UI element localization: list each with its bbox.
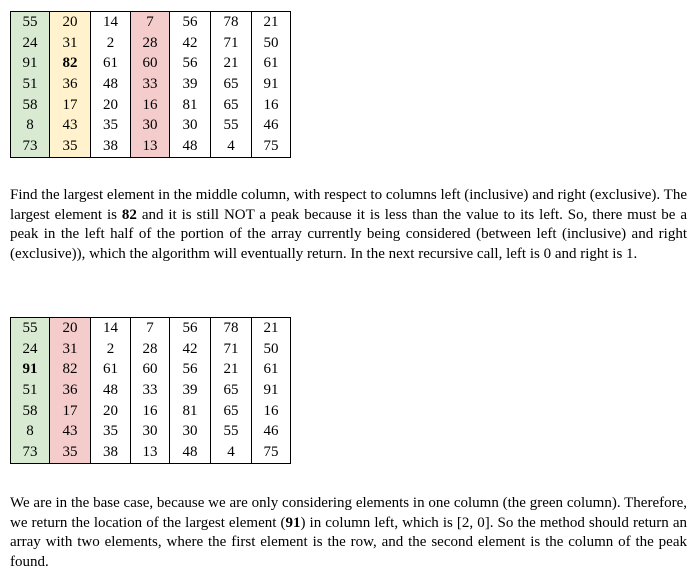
table-cell: 28	[131, 339, 170, 360]
table-cell: 48	[91, 380, 131, 401]
table-cell: 46	[252, 115, 291, 136]
table-cell: 24	[11, 339, 50, 360]
table-cell: 21	[211, 53, 252, 74]
table-cell: 73	[11, 442, 50, 463]
paragraph-text: We are in the base case, because we are only considering elements in one column (the green column). Therefore, we return the location of the largest element (	[10, 495, 687, 531]
peak-table-step-1	[10, 11, 291, 158]
table-cell: 28	[131, 33, 170, 54]
table-row	[11, 53, 291, 74]
table-cell: 35	[50, 442, 91, 463]
explanation-paragraph-1	[10, 186, 687, 264]
table-cell: 24	[11, 33, 50, 54]
table-row	[11, 380, 291, 401]
table-cell: 78	[211, 12, 252, 33]
table-cell: 50	[252, 339, 291, 360]
table-cell: 55	[11, 12, 50, 33]
table-cell: 60	[131, 359, 170, 380]
table-cell: 48	[170, 136, 211, 157]
table-cell: 56	[170, 318, 211, 339]
table-cell: 71	[211, 33, 252, 54]
paragraph-text: and it is still NOT a peak because it is less than the value to its left. So, there must be a peak in the left half of the portion of the array currently being considered (between left (inclusive) and right (exclusive)), which the algorithm will eventually return. In the next recursive call, left is 0 and right is 1.	[10, 206, 687, 262]
highlighted-value: 91	[285, 514, 301, 531]
table-cell: 61	[252, 359, 291, 380]
table-cell: 71	[211, 339, 252, 360]
table-cell: 35	[91, 115, 131, 136]
table-cell: 14	[91, 318, 131, 339]
table-cell: 55	[211, 421, 252, 442]
table-cell: 91	[11, 53, 50, 74]
table-cell: 56	[170, 359, 211, 380]
table-cell: 38	[91, 136, 131, 157]
table-row	[11, 359, 291, 380]
highlighted-value: 82	[121, 206, 137, 223]
max-cell-highlight: 82	[50, 53, 91, 74]
table-cell: 36	[50, 380, 91, 401]
table-cell: 30	[131, 421, 170, 442]
table-cell: 4	[211, 442, 252, 463]
table-cell: 42	[170, 33, 211, 54]
table-cell: 48	[170, 442, 211, 463]
table-cell: 8	[11, 421, 50, 442]
table-cell: 56	[170, 53, 211, 74]
table-row	[11, 74, 291, 95]
table-row	[11, 115, 291, 136]
table-cell: 65	[211, 74, 252, 95]
table-cell: 17	[50, 95, 91, 116]
table-cell: 51	[11, 74, 50, 95]
table-cell: 82	[50, 359, 91, 380]
table-cell: 7	[131, 12, 170, 33]
table-cell: 20	[91, 95, 131, 116]
table-cell: 13	[131, 442, 170, 463]
table-cell: 16	[252, 401, 291, 422]
table-cell: 43	[50, 421, 91, 442]
table-cell: 61	[91, 53, 131, 74]
table-cell: 13	[131, 136, 170, 157]
table-cell: 50	[252, 33, 291, 54]
table-cell: 2	[91, 339, 131, 360]
table-cell: 30	[131, 115, 170, 136]
table-cell: 81	[170, 401, 211, 422]
table-row	[11, 421, 291, 442]
table-cell: 30	[170, 421, 211, 442]
table-cell: 7	[131, 318, 170, 339]
table-cell: 16	[252, 95, 291, 116]
table-row	[11, 95, 291, 116]
peak-table-step-2	[10, 317, 291, 464]
table-cell: 75	[252, 136, 291, 157]
table-cell: 20	[50, 12, 91, 33]
table-cell: 4	[211, 136, 252, 157]
table-cell: 42	[170, 339, 211, 360]
table-cell: 39	[170, 380, 211, 401]
table-cell: 81	[170, 95, 211, 116]
table-cell: 58	[11, 401, 50, 422]
table-cell: 20	[91, 401, 131, 422]
table-cell: 14	[91, 12, 131, 33]
table-cell: 58	[11, 95, 50, 116]
table-cell: 91	[252, 74, 291, 95]
table-cell: 21	[211, 359, 252, 380]
paragraph-text: ) in column left, which is [2, 0]. So the method should return an array with two elements, where the first element is the row, and the second element is the column of the peak found.	[10, 514, 688, 570]
paragraph-text: Find the largest element in the middle column, with respect to columns left (inclusive) and right (exclusive). The largest element is	[10, 187, 687, 223]
table-cell: 65	[211, 401, 252, 422]
max-cell-highlight: 91	[11, 359, 50, 380]
table-cell: 48	[91, 74, 131, 95]
table-cell: 33	[131, 74, 170, 95]
table-row	[11, 442, 291, 463]
table-row	[11, 136, 291, 157]
table-cell: 43	[50, 115, 91, 136]
table-cell: 31	[50, 33, 91, 54]
table-cell: 61	[91, 359, 131, 380]
table-cell: 60	[131, 53, 170, 74]
table-cell: 65	[211, 95, 252, 116]
table-cell: 30	[170, 115, 211, 136]
table-cell: 46	[252, 421, 291, 442]
explanation-paragraph-2	[10, 494, 687, 572]
table-cell: 20	[50, 318, 91, 339]
table-cell: 8	[11, 115, 50, 136]
table-cell: 56	[170, 12, 211, 33]
table-row	[11, 339, 291, 360]
table-cell: 73	[11, 136, 50, 157]
table-cell: 65	[211, 380, 252, 401]
table-cell: 36	[50, 74, 91, 95]
table-cell: 61	[252, 53, 291, 74]
table-cell: 38	[91, 442, 131, 463]
table-cell: 17	[50, 401, 91, 422]
table-row	[11, 33, 291, 54]
table-cell: 16	[131, 401, 170, 422]
table-cell: 75	[252, 442, 291, 463]
table-row	[11, 12, 291, 33]
table-cell: 31	[50, 339, 91, 360]
table-cell: 91	[252, 380, 291, 401]
table-cell: 78	[211, 318, 252, 339]
table-cell: 39	[170, 74, 211, 95]
table-cell: 35	[91, 421, 131, 442]
table-cell: 2	[91, 33, 131, 54]
table-cell: 16	[131, 95, 170, 116]
table-cell: 51	[11, 380, 50, 401]
table-cell: 55	[211, 115, 252, 136]
table-row	[11, 401, 291, 422]
table-cell: 35	[50, 136, 91, 157]
table-cell: 21	[252, 318, 291, 339]
table-cell: 21	[252, 12, 291, 33]
table-cell: 33	[131, 380, 170, 401]
table-row	[11, 318, 291, 339]
table-cell: 55	[11, 318, 50, 339]
